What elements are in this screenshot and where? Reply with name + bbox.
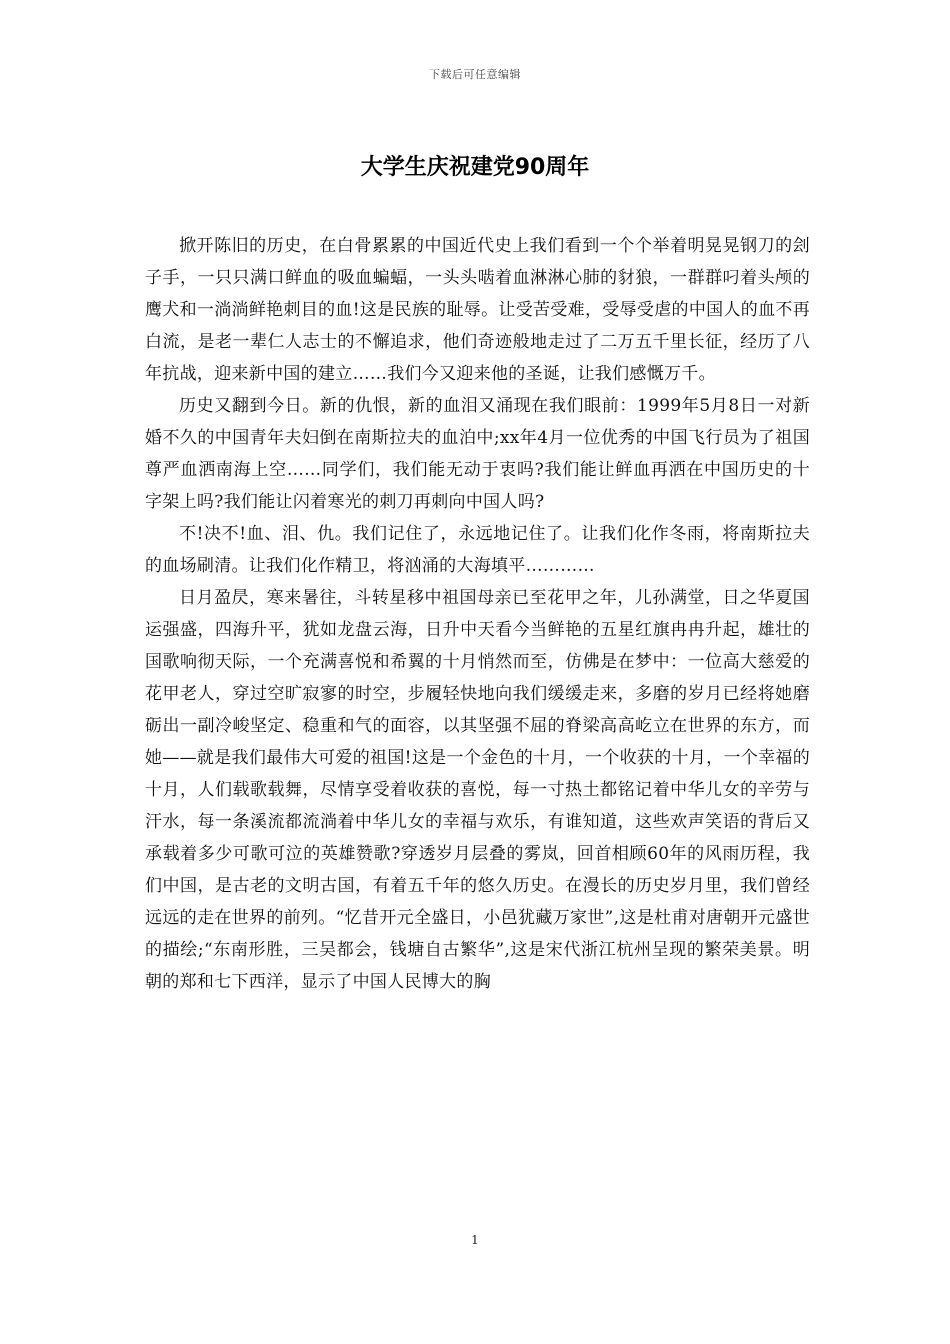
document-body bbox=[145, 230, 810, 998]
paragraph: 日月盈昃，寒来暑往，斗转星移中祖国母亲已至花甲之年，儿孙满堂，日之华夏国运强盛，四海升平，犹如龙盘云海，日升中天看今当鲜艳的五星红旗冉冉升起，雄壮的国歌响彻天际，一个充满喜悦和希翼的十月悄然而至，仿佛是在梦中：一位高大慈爱的花甲老人，穿过空旷寂寥的时空，步履轻快地向我们缓缓走来，多磨的岁月已经将她磨砺出一副冷峻坚定、稳重和气的面容，以其坚强不屈的脊梁高高屹立在世界的东方，而她——就是我们最伟大可爱的祖国!这是一个金色的十月，一个收获的十月，一个幸福的十月，人们载歌载舞，尽情享受着收获的喜悦，每一寸热土都铭记着中华儿女的辛劳与汗水，每一条溪流都流淌着中华儿女的幸福与欢乐，有谁知道，这些欢声笑语的背后又承载着多少可歌可泣的英雄赞歌?穿透岁月层叠的雾岚，回首相顾60年的风雨历程，我们中国，是古老的文明古国，有着五千年的悠久历史。在漫长的历史岁月里，我们曾经远远的走在世界的前列。“忆昔开元全盛日，小邑犹藏万家世”,这是杜甫对唐朝开元盛世的描绘;“东南形胜，三吴都会，钱塘自古繁华”,这是宋代浙江杭州呈现的繁荣美景。明朝的郑和七下西洋，显示了中国人民博大的胸 bbox=[145, 588, 810, 992]
paragraph: 掀开陈旧的历史，在白骨累累的中国近代史上我们看到一个个举着明晃晃钢刀的刽子手，一只只满口鲜血的吸血蝙蝠，一头头啮着血淋淋心肺的豺狼，一群群叼着头颅的鹰犬和一淌淌鲜艳刺目的血!这是民族的耻辱。让受苦受难，受辱受虐的中国人的血不再白流，是老一辈仁人志士的不懈追求，他们奇迹般地走过了二万五千里长征，经历了八年抗战，迎来新中国的建立……我们今又迎来他的圣诞，让我们感慨万千。 bbox=[145, 236, 810, 384]
paragraph: 不!决不!血、泪、仇。我们记住了，永远地记住了。让我们化作冬雨，将南斯拉夫的血场刷清。让我们化作精卫，将汹涌的大海填平………… bbox=[145, 524, 810, 576]
page-number: 1 bbox=[471, 1233, 479, 1247]
header-note: 下载后可任意编辑 bbox=[429, 68, 521, 81]
paragraph: 历史又翻到今日。新的仇恨，新的血泪又涌现在我们眼前：1999年5月8日一对新婚不久的中国青年夫妇倒在南斯拉夫的血泊中;xx年4月一位优秀的中国飞行员为了祖国尊严血洒南海上空……同学们，我们能无动于衷吗?我们能让鲜血再洒在中国历史的十字架上吗?我们能让闪着寒光的刺刀再刺向中国人吗? bbox=[145, 396, 810, 512]
document-title: 大学生庆祝建党90周年 bbox=[360, 155, 590, 180]
